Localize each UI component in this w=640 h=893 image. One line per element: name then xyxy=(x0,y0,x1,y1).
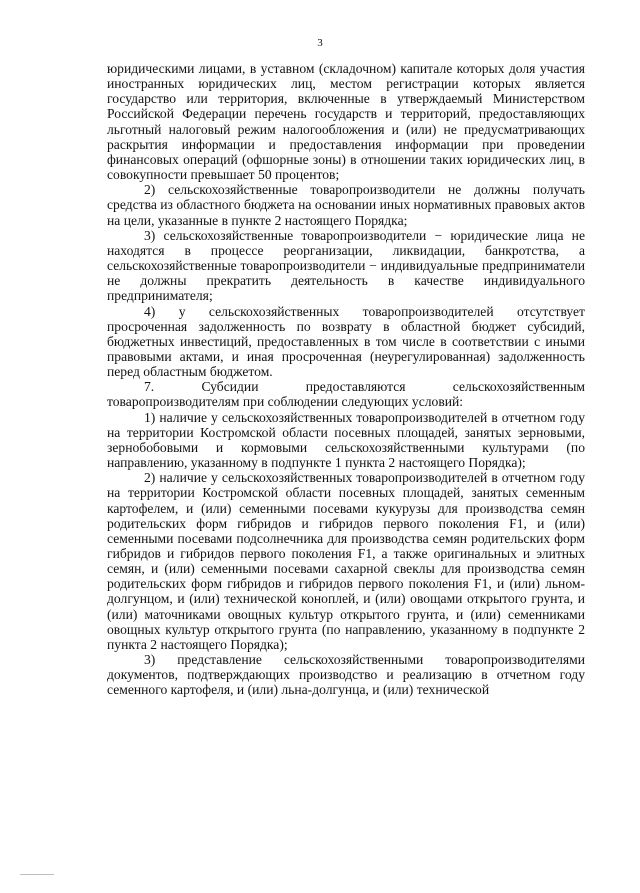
paragraph-condition-3: 3) представление сельскохозяйственными товаропроизводителями документов, подтверждающих производство и реализацию в отчетном году семенного картофеля, и (или) льна-долгунца, и (или) технической xyxy=(107,652,585,698)
paragraph-item-3: 3) сельскохозяйственные товаропроизводители − юридические лица не находятся в процессе реорганизации, ликвидации, банкротства, а сельскохозяйственные товаропроизводители − индивидуальные предприниматели не должны прекратить деятельность в качестве индивидуального предпринимателя; xyxy=(107,227,585,304)
page-number: 3 xyxy=(317,37,323,49)
paragraph-condition-1: 1) наличие у сельскохозяйственных товаропроизводителей в отчетном году на территории Костромской области посевных площадей, занятых зерновыми, зернобобовыми и кормовыми сельскохозяйственными культурами (по направлению, указанному в подпункте 1 пункта 2 настоящего Порядка); xyxy=(107,409,585,471)
document-body xyxy=(107,61,585,698)
paragraph-clause-7: 7. Субсидии предоставляются сельскохозяйственным товаропроизводителям при соблюдении следующих условий: xyxy=(107,379,585,410)
paragraph-continuation: юридическими лицами, в уставном (складочном) капитале которых доля участия иностранных юридических лиц, местом регистрации которых является государство или территория, включенные в утверждаемый Министерством Российской Федерации перечень государств и территорий, предоставляющих льготный налоговый режим налогообложения и (или) не предусматривающих раскрытия информации и предоставления информации при проведении финансовых операций (офшорные зоны) в отношении таких юридических лиц, в совокупности превышает 50 процентов; xyxy=(107,61,585,183)
paragraph-item-2: 2) сельскохозяйственные товаропроизводители не должны получать средства из областного бюджета на основании иных нормативных правовых актов на цели, указанные в пункте 2 настоящего Порядка; xyxy=(107,182,585,228)
paragraph-condition-2: 2) наличие у сельскохозяйственных товаропроизводителей в отчетном году на территории Костромской области посевных площадей, занятых семенным картофелем, и (или) семенными посевами кукурузы для производства семян родительских форм гибридов и гибридов первого поколения F1, и (или) семенными посевами подсолнечника для производства семян родительских форм гибридов и гибридов первого поколения F1, а также оригинальных и элитных семян, и (или) семенными посевами сахарной свеклы для производства семян родительских форм гибридов и гибридов первого поколения F1, и (или) льном-долгунцом, и (или) технической коноплей, и (или) овощами открытого грунта, и (или) маточниками овощных культур открытого грунта, и (или) семенниками овощных культур открытого грунта (по направлению, указанному в подпункте 2 пункта 2 настоящего Порядка); xyxy=(107,470,585,652)
scan-edge-mark xyxy=(20,874,54,875)
paragraph-item-4: 4) у сельскохозяйственных товаропроизводителей отсутствует просроченная задолженность по возврату в областной бюджет субсидий, бюджетных инвестиций, предоставленных в том числе в соответствии с иными правовыми актами, и иная просроченная (неурегулированная) задолженность перед областным бюджетом. xyxy=(107,303,585,380)
